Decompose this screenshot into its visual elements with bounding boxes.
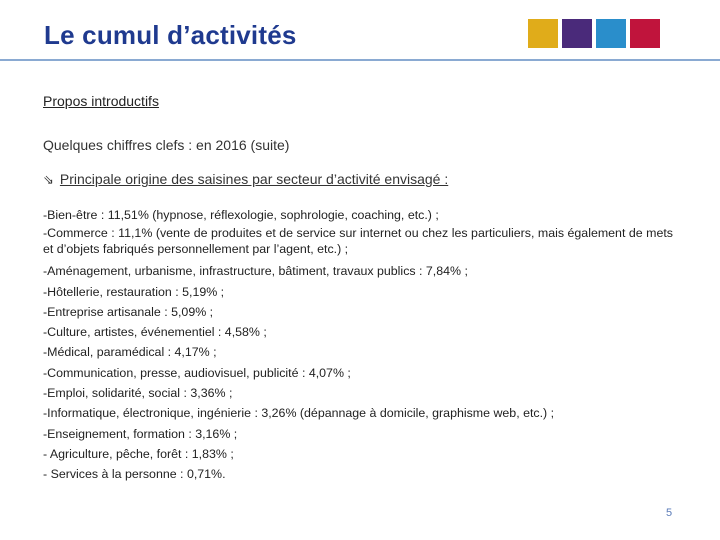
list-item: -Commerce : 11,1% (vente de produites et de service sur internet ou chez les particuliers, mais également de mets et d’objets fabriqués personnellement par l’agent, etc.) ;	[43, 226, 673, 257]
header-divider	[0, 59, 720, 61]
list-item: -Entreprise artisanale : 5,09% ;	[43, 304, 214, 319]
list-item: -Informatique, électronique, ingénierie : 3,26% (dépannage à domicile, graphisme web, etc.) ;	[43, 406, 555, 421]
accent-square-red	[630, 19, 660, 48]
list-item: - Services à la personne : 0,71%.	[43, 467, 226, 482]
list-heading-text: Principale origine des saisines par secteur d’activité envisagé :	[59, 171, 449, 187]
list-heading	[43, 171, 448, 188]
section-label: Propos introductifs	[43, 93, 159, 109]
accent-square-yellow	[528, 19, 558, 48]
list-item: -Enseignement, formation : 3,16% ;	[43, 426, 238, 441]
accent-square-blue	[596, 19, 626, 48]
list-item: -Communication, presse, audiovisuel, publicité : 4,07% ;	[43, 365, 351, 380]
slide-title: Le cumul d’activités	[44, 20, 297, 50]
list-item: -Hôtellerie, restauration : 5,19% ;	[43, 284, 225, 299]
accent-square-purple	[562, 19, 592, 48]
page-number: 5	[666, 507, 673, 519]
arrow-down-right-icon: ⇘	[43, 172, 54, 187]
sector-list	[43, 205, 673, 485]
list-item: -Médical, paramédical : 4,17% ;	[43, 345, 217, 360]
list-item: -Culture, artistes, événementiel : 4,58% ;	[43, 325, 267, 340]
list-item: -Bien-être : 11,51% (hypnose, réflexologie, sophrologie, coaching, etc.) ;	[43, 208, 439, 222]
list-item: -Emploi, solidarité, social : 3,36% ;	[43, 386, 233, 401]
subtitle: Quelques chiffres clefs : en 2016 (suite)	[43, 137, 290, 153]
list-item: - Agriculture, pêche, forêt : 1,83% ;	[43, 446, 234, 461]
list-item: -Aménagement, urbanisme, infrastructure, bâtiment, travaux publics : 7,84% ;	[43, 264, 468, 279]
